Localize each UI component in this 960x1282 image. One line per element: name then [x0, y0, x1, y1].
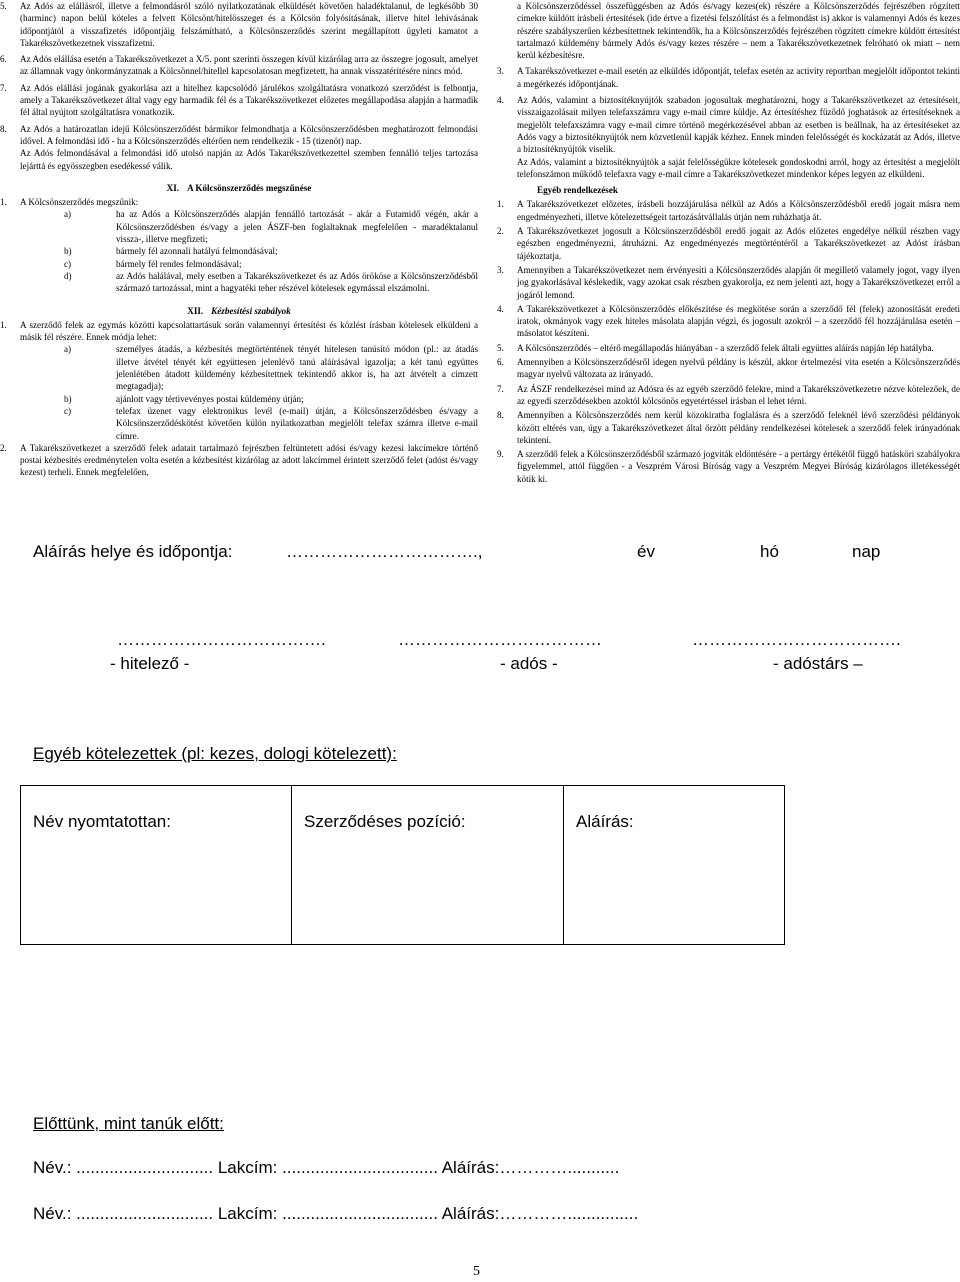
list-item: 9. A szerződő felek a Kölcsönszerződésből származó jogviták eldöntésére - a pertárgy értékétől függő hatásköri szabályokra figyelemmel, attól függően - a Veszprém Városi Bíróság vagy a Veszprém Megyei Bíróság kizárólagos illetékességét kötik ki. — [497, 449, 960, 484]
clause-4: 4. Az Adós, valamint a biztosítéknyújtók szabadon jogosultak meghatározni, hogy a Takarékszövetkezet az értesítéseit, visszaigazolásait milyen telefaxszámra vagy e-mail címre küldje. Az értesítéshez fűződő joghatások az értesítéseknek a megjelölt telefaxszámra vagy e-mail címre történő megérkezésével abban az esetben is beállnak, ha az értesítéseket az Adós vagy a biztosítéknyújtók nem közvetlenül kapják kézhez. Ennek minden felelősségét és kockázatát az Adós, illetve a biztosítéknyújtók viselik. — [497, 95, 960, 155]
table-cell — [291, 786, 564, 944]
section-xii-clause-1: 1. A szerződő felek az egymás közötti kapcsolattartásuk során valamennyi értesítést és közlést írásban kötelesek elküldeni a másik fél részére. Ennek módja lehet: — [0, 319, 478, 343]
table-cell — [21, 786, 291, 944]
month-label: hó — [760, 542, 779, 561]
name-printed-header: Név nyomtatottan: — [33, 812, 171, 831]
codebtor-signature-line: ………………………………. — [692, 630, 901, 649]
page-number: 5 — [473, 1264, 480, 1279]
debtor-label: - adós - — [500, 654, 558, 673]
section-xii-heading: XII. Kézbesítési szabályok — [187, 305, 291, 316]
section-xii-items — [0, 343, 478, 441]
list-item: 6. Amennyiben a Kölcsönszerződésről idegen nyelvű példány is készül, akkor értelmezési vita esetén a Kölcsönszerződés magyar nyelvű változata az irányadó. — [497, 357, 960, 380]
other-obligors-table — [20, 785, 785, 945]
list-item: 1. A Takarékszövetkezet előzetes, írásbeli hozzájárulása nélkül az Adós a Kölcsönszerződésből eredő jogait másra nem engedményezheti, illetve kötelezettségeit tartozásátvállalás útján nem ruházhatja át. — [497, 199, 960, 222]
day-label: nap — [852, 542, 881, 561]
list-item: c) telefax üzenet vagy elektronikus levél (e-mail) útján, a Kölcsönszerződésben és/vagy a Kölcsönszerződéskötést követően külön nyilatkozatban megjelölt telefax számra illetve e-mail címre. — [64, 405, 478, 441]
clause-6: 6. Az Adós elállása esetén a Takarékszövetkezet a X/5. pont szerinti összegen kívül kizárólag arra az összegre jogosult, amelyet az államnak vagy önkormányzatnak a Kölcsönnel/hitellel kapcsolatosan megfizetett, ha annak visszatérítésére nincs mód. — [0, 54, 478, 77]
list-item: d) az Adós halálával, mely esetben a Takarékszövetkezet és az Adós örököse a Kölcsönszerződésből származó tartozással, mint a hagyatéki teher részével kötelesek egymással elszámolni. — [64, 270, 478, 294]
creditor-signature-line: ………………………………. — [117, 630, 326, 649]
list-item: 7. Az ÁSZF rendelkezései mind az Adósra és az egyéb szerződő felekre, mind a Takarékszövetkezetre nézve kötelezőek, de az egyedi szerződésekben azoktól kölcsönös egyetértéssel írásban el lehet térni. — [497, 383, 960, 406]
clause-2-continuation: a Kölcsönszerződéssel összefüggésben az Adós és/vagy kezes(ek) részére a Kölcsönszerződés fejrészében rögzített címekre küldött írásbeli értesítések (ide értve a fizetési felszólítást és a felmondást is) akkor is valamennyi Adós és kezes részére szabályszerűen kézbesítettnek tekintendők, ha a Kölcsönszerződés fejrészében rögzített címekre küldött értesítést tartalmazó küldemény bármely Adós és/vagy kezes részére – nem a Takarékszövetkezetnek felróható ok miatt – nem kerül kézbesítésre. — [517, 1, 960, 61]
witness-row-1: Név.: ............................. Lakcím: ................................. Aláírás:…………........... — [33, 1158, 620, 1177]
list-item: 2. A Takarékszövetkezet jogosult a Kölcsönszerződésből eredő jogait az Adós előzetes engedélye nélkül részben vagy egészben engedményezni, átruházni. Az engedményezés megtörténtéről a Takarékszövetkezet az Adóst írásban tájékoztatja. — [497, 226, 960, 261]
list-item: 5. A Kölcsönszerződés – eltérő megállapodás hiányában - a szerződő felek általi együttes aláírás napján lép hatályba. — [497, 342, 934, 353]
codebtor-label: - adóstárs – — [773, 654, 863, 673]
list-item: c) bármely fél rendes felmondásával; — [64, 258, 242, 269]
list-item: 4. A Takarékszövetkezet a Kölcsönszerződés előkészítése és megkötése során a szerződő fél (felek) azonosítását eredeti iratok, okmányok vagy ezek hiteles másolata alapján végzi, és jogosult azokról – a szerződő fél hozzájárulása esetén – másolatot készíteni. — [497, 303, 960, 339]
witnesses-title: Előttünk, mint tanúk előtt: — [33, 1114, 224, 1133]
other-provisions-heading: Egyéb rendelkezések — [537, 185, 618, 196]
right-column — [497, 0, 960, 485]
list-item: 8. Amennyiben a Kölcsönszerződés nem kerül közokiratba foglalásra és a szerződő feleknél lévő szerződési példányok között eltérés van, úgy a Takarékszövetkezet által őrzött példány rendelkezései kötelesek a szerződő felek irányadónak tekinteni. — [497, 410, 960, 445]
clause-8-continuation: Az Adós felmondásával a felmondási idő utolsó napján az Adós Takarékszövetkezettel szemben fennálló teljes tartozása lejárttá és egyösszegben esedékessé válik. — [20, 148, 478, 171]
section-xi-items — [0, 208, 478, 294]
clause-4-continuation: Az Adós, valamint a biztosítéknyújtók a saját felelősségükre kötelesek gondoskodni arról, hogy az értesítést a megjelölt telefonszámon működő telefaxra vagy e-mail címre a Takarékszövetkezet mindenkor képes legyen az elküldeni. — [517, 156, 960, 179]
debtor-signature-line: ……………………………… — [398, 630, 602, 649]
list-item: b) ajánlott vagy tértivevényes postai küldemény útján; — [64, 393, 304, 404]
signature-place-dots: ……………………………., — [286, 542, 483, 561]
signature-header: Aláírás: — [576, 812, 634, 831]
table-cell — [563, 786, 785, 944]
other-provisions-list — [497, 198, 960, 485]
year-label: év — [637, 542, 655, 561]
list-item: a) személyes átadás, a kézbesítés megtörténtének tényét hitelesen tanúsító módon (pl.: az átadás illetve átvétel tényét két együttesen jelenlévő tanú aláírásával igazolja; a két tanú együttes jelenlétében átadott küldemény kézbesítettnek tekintendő akkor is, ha azt átvételt a címzett megtagadja); — [64, 344, 478, 392]
section-xi-clause-1: 1. A Kölcsönszerződés megszűnik: — [0, 197, 139, 208]
clause-5: 5. Az Adós az elállásról, illetve a felmondásról szóló nyilatkozatának elküldését követően haladéktalanul, de legkésőbb 30 (harminc) napon belül köteles a felvett Kölcsönt/hitelösszeget és a Kölcsön folyósításának, illetve hitel lehívásának időpontjától a visszafizetés időpontjáig felszámítható, a Kölcsönszerződés szerint megállapított ügyleti kamatot a Takarékszövetkezetnek visszafizetni. — [0, 1, 478, 48]
signature-place-label: Aláírás helye és időpontja: — [33, 542, 233, 561]
clause-8: 8. Az Adós a határozatlan idejű Kölcsönszerződést bármikor felmondhatja a Kölcsönszerződésben meghatározott felmondási idővel. A felmondási idő - ha a Kölcsönszerződés eltérően nem rendelkezik - 15 (tizenöt) nap. — [0, 123, 478, 146]
contract-position-header: Szerződéses pozíció: — [304, 812, 466, 831]
list-item: 3. Amennyiben a Takarékszövetkezet nem érvényesíti a Kölcsönszerződés alapján őt megillető valamely jogot, vagy ilyen jog gyakorlásával késlekedik, vagy azokat csak részben gyakorolja, ez nem jelenti azt, hogy a Takarékszövetkezet erről a jogáról lemond. — [497, 264, 960, 300]
witness-row-2: Név.: ............................. Lakcím: ................................. Aláírás:…………............... — [33, 1204, 639, 1223]
clause-3: 3. A Takarékszövetkezet e-mail esetén az elküldés időpontját, telefax esetén az activity reportban megjelölt időpontot tekinti a megérkezés időpontjának. — [497, 66, 960, 89]
section-xi-heading: XI. A Kölcsönszerződés megszűnése — [166, 182, 312, 193]
other-obligors-title: Egyéb kötelezettek (pl: kezes, dologi kötelezett): — [33, 744, 397, 763]
list-item: a) ha az Adós a Kölcsönszerződés alapján fennálló tartozását - akár a Futamidő végén, akár a Kölcsönszerződésben és/vagy a jelen ÁSZF-ben foglaltaknak megfelelően - maradéktalanul vissza-, illetve megfizeti; — [64, 209, 478, 245]
list-item: b) bármely fél azonnali hatályú felmondásával; — [64, 246, 278, 257]
creditor-label: - hitelező - — [110, 654, 190, 673]
left-column — [0, 0, 478, 479]
section-xii-clause-2: 2. A Takarékszövetkezet a szerződő felek adatait tartalmazó fejrészben feltüntetett adósi és/vagy kezesi lakcímekre történő postai kézbesítés eredménytelen volta esetén a kézbesítést kizárólag az adott lakcímmel érintett szerződő felet (adóst és/vagy kezest) terheli. Ennek megfelelően, — [0, 442, 478, 478]
clause-7: 7. Az Adós elállási jogának gyakorlása azt a hitelhez kapcsolódó járulékos szolgáltatásra vonatkozó szerződést is felbontja, amely a Takarékszövetkezet által vagy egy harmadik fél és a Takarékszövetkezet előzetes megállapodása alapján a harmadik fél által nyújtott szolgáltatásra vonatkozik. — [0, 82, 478, 118]
